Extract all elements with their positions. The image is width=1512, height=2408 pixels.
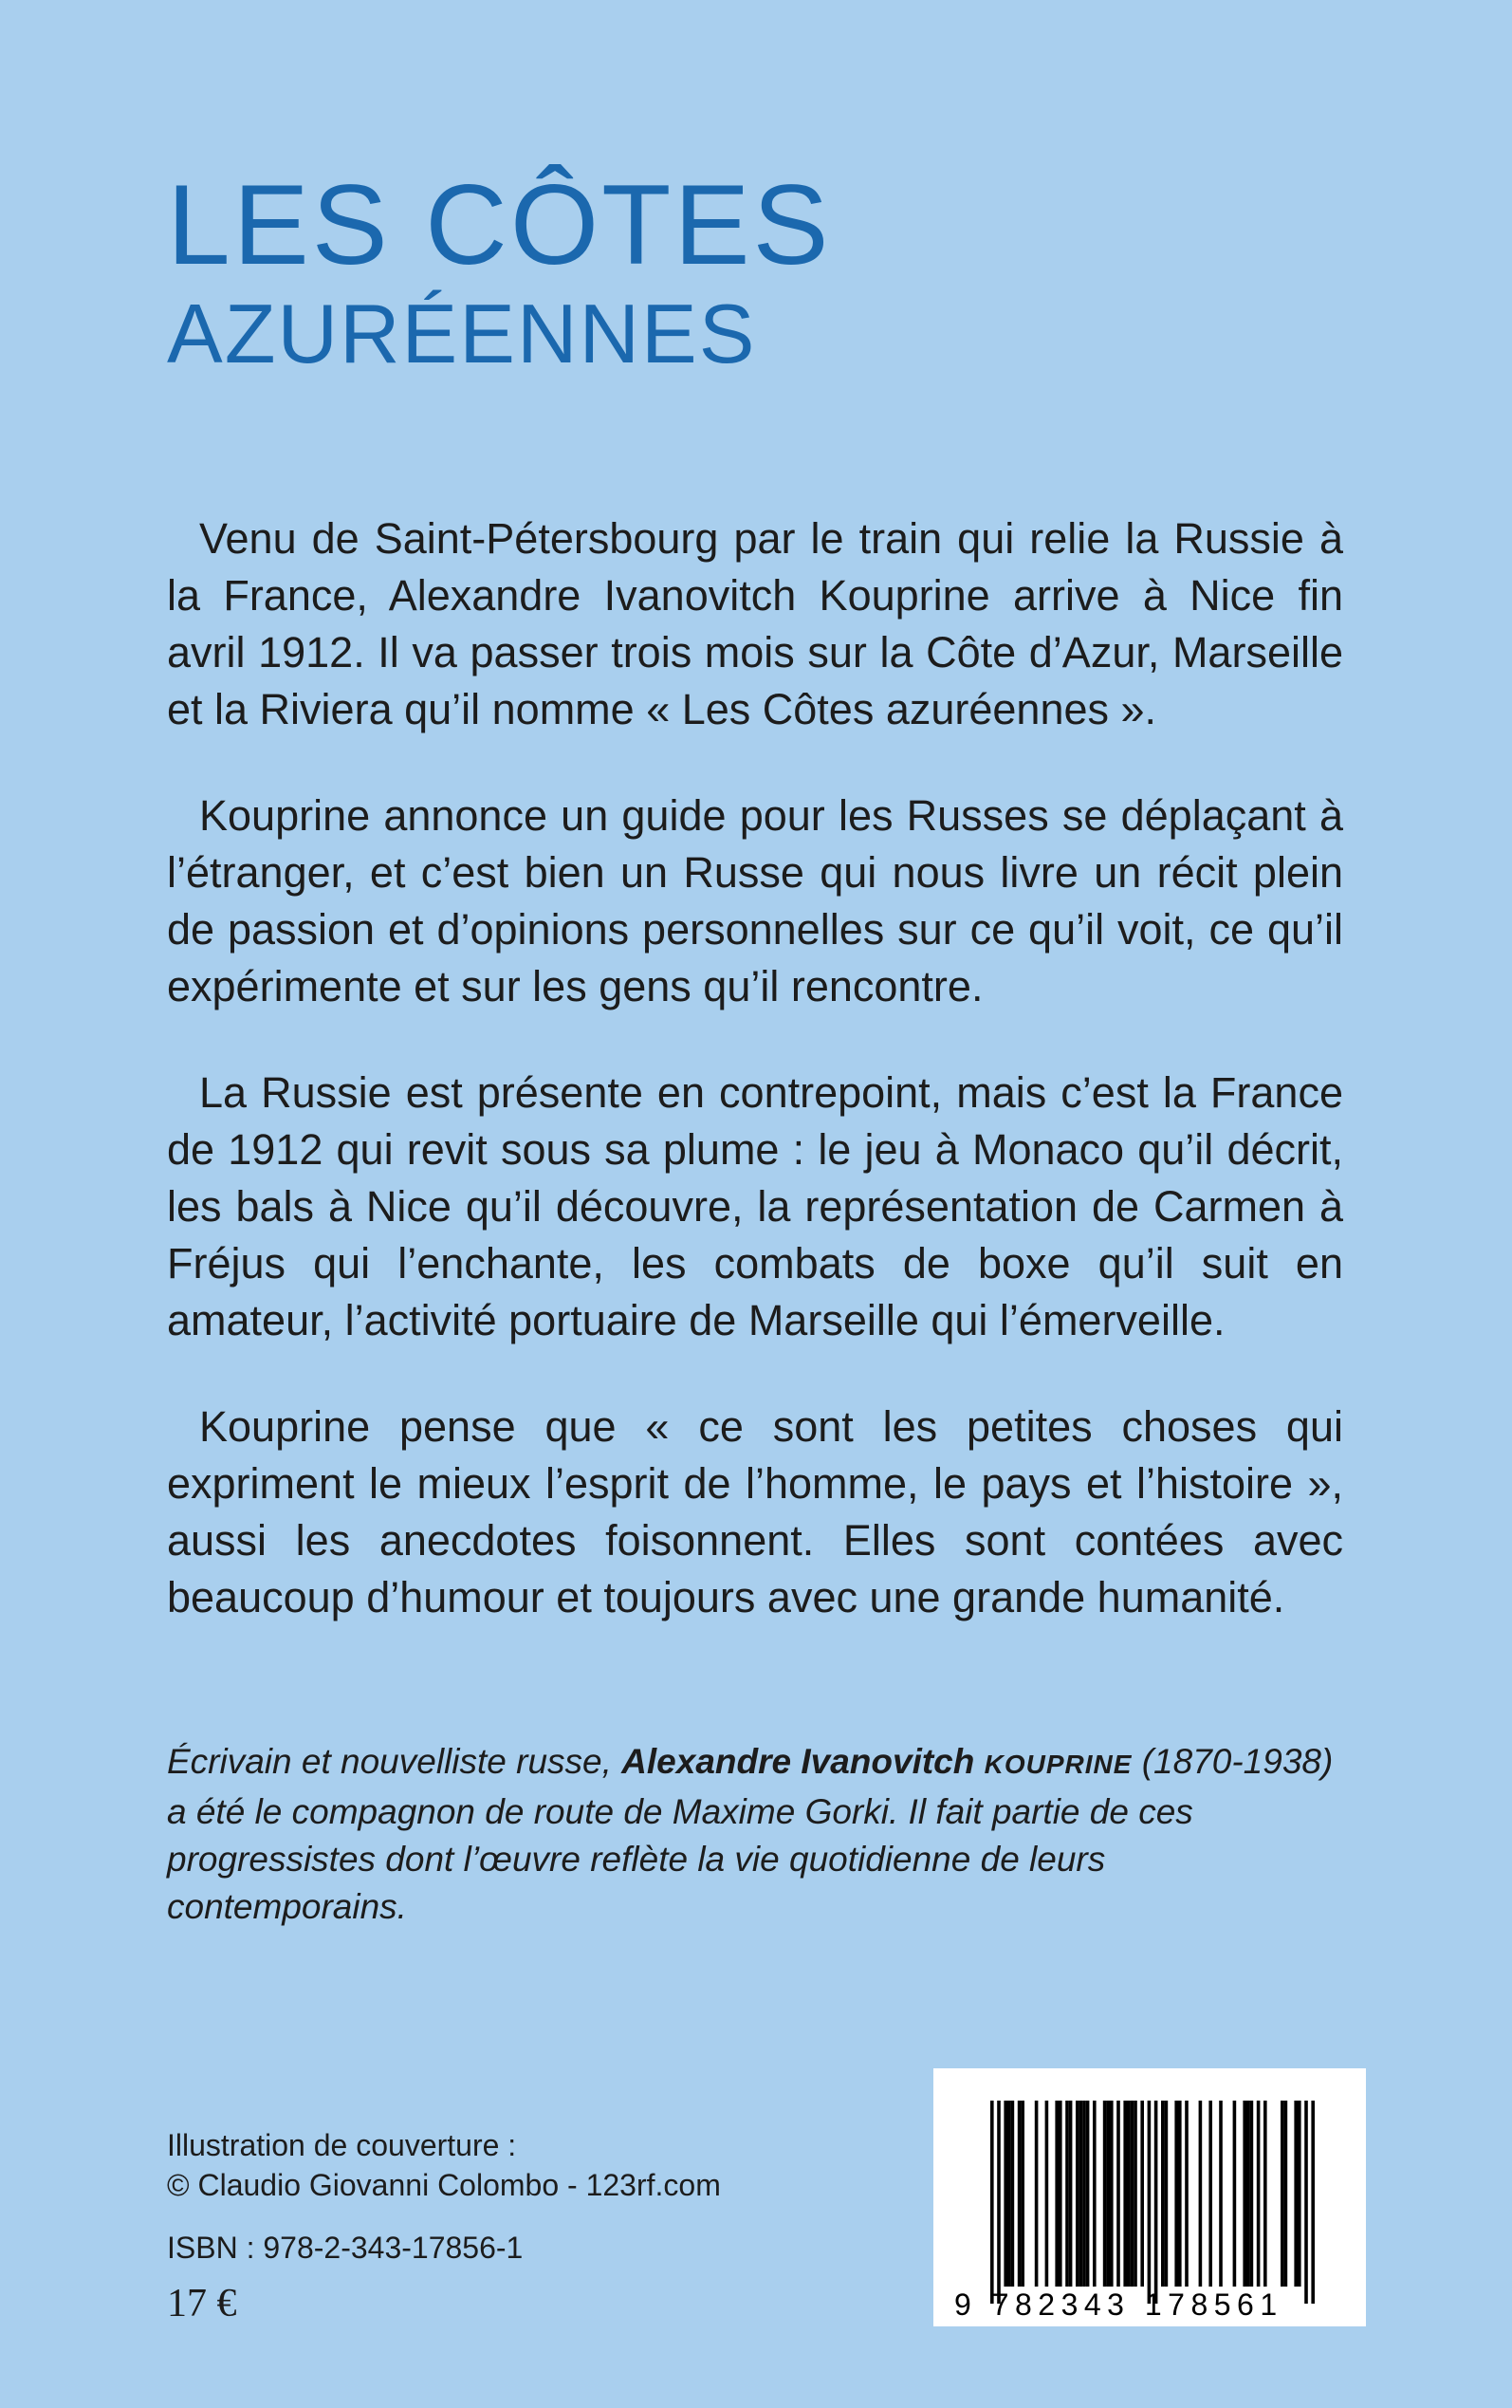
barcode-bar	[1298, 2101, 1301, 2287]
blurb-paragraph: Kouprine pense que « ce sont les petites choses qui expriment le mieux l’esprit de l’homme, le pays et l’histoire », aussi les anecdotes foisonnent. Elles sont contées avec beaucoup d’humour et toujours avec une grande humanité.	[167, 1402, 1343, 1621]
author-name	[621, 1742, 1132, 1781]
barcode-bar	[1219, 2101, 1223, 2287]
barcode-bar	[1284, 2101, 1288, 2287]
title-line-1: LES CÔTES	[167, 161, 832, 288]
barcode-bar	[1106, 2101, 1110, 2287]
barcode-bar	[1086, 2101, 1090, 2287]
barcode-bar	[1093, 2101, 1097, 2287]
barcode-bar	[1174, 2101, 1178, 2287]
barcode-bar	[1018, 2101, 1022, 2287]
author-bio	[167, 1738, 1343, 1931]
barcode-bar	[1140, 2101, 1144, 2287]
barcode-bar	[1116, 2101, 1120, 2287]
barcode-bar	[1021, 2101, 1024, 2287]
barcode	[933, 2068, 1366, 2326]
author-surname: KOUPRINE	[984, 1750, 1133, 1779]
barcode-bar	[1065, 2101, 1069, 2287]
barcode-bar	[1103, 2101, 1107, 2287]
barcode-bar	[1257, 2101, 1261, 2287]
barcode-bar	[1250, 2101, 1254, 2287]
back-cover-blurb	[167, 510, 1343, 1676]
barcode-bar	[1165, 2101, 1169, 2287]
barcode-bar	[1281, 2101, 1284, 2287]
barcode-bar	[1045, 2101, 1049, 2287]
barcode-bar	[1154, 2101, 1158, 2304]
barcode-bar	[1055, 2101, 1059, 2287]
barcode-bar	[1011, 2101, 1015, 2287]
barcode-bar	[997, 2101, 1001, 2304]
barcode-bar	[1263, 2101, 1267, 2287]
barcode-bar	[1069, 2101, 1073, 2287]
blurb-paragraph: Kouprine annonce un guide pour les Russes se déplaçant à l’étranger, et c’est bien un Russe qui nous livre un récit plein de passion et d’opinions personnelles sur ce qu’il voit, ce qu’il expérimente et sur les gens qu’il rencontre.	[167, 791, 1343, 1010]
barcode-bar	[1208, 2101, 1212, 2287]
barcode-bar	[1123, 2101, 1127, 2287]
credits-label: Illustration de couverture :	[167, 2128, 517, 2162]
title-line-2: AZURÉENNES	[167, 287, 757, 380]
barcode-bar	[1007, 2101, 1011, 2287]
price: 17 €	[167, 2282, 237, 2325]
barcode-bar	[1148, 2101, 1152, 2304]
book-title	[167, 163, 832, 381]
barcode-bar	[1246, 2101, 1250, 2287]
barcode-bar	[1304, 2101, 1308, 2304]
barcode-bar	[1311, 2101, 1315, 2304]
credits-value: © Claudio Giovanni Colombo - 123rf.com	[167, 2168, 721, 2202]
isbn: ISBN : 978-2-343-17856-1	[167, 2231, 524, 2265]
barcode-bar	[1185, 2101, 1189, 2287]
barcode-bar	[1131, 2101, 1134, 2287]
blurb-paragraph: Venu de Saint-Pétersbourg par le train qui relie la Russie à la France, Alexandre Ivanovitch Kouprine arrive à Nice fin avril 1912. Il va passer trois mois sur la Côte d’Azur, Marseille et la Riviera qu’il nomme « Les Côtes azuréennes ».	[167, 514, 1343, 733]
barcode-bar	[1079, 2101, 1083, 2287]
barcode-bar	[1178, 2101, 1182, 2287]
barcode-bar	[990, 2101, 994, 2304]
barcode-bar	[1059, 2101, 1062, 2287]
barcode-bar	[1199, 2101, 1203, 2287]
barcode-bar	[1294, 2101, 1298, 2287]
barcode-bar	[1035, 2101, 1039, 2287]
barcode-bar	[1134, 2101, 1137, 2287]
barcode-bar	[1082, 2101, 1086, 2287]
bio-rest: (1870-1938) a été le compagnon de route de Maxime Gorki. Il fait partie de ces progressistes dont l’œuvre reflète la vie quotidienne de leurs contemporains.	[167, 1742, 1334, 1926]
barcode-bar	[1004, 2101, 1007, 2287]
barcode-digits: 9 782343 178561	[954, 2288, 1283, 2322]
blurb-paragraph: La Russie est présente en contrepoint, mais c’est la France de 1912 qui revit sous sa plume : le jeu à Monaco qu’il décrit, les bals à Nice qu’il découvre, la représentation de Carmen à Fréjus qui l’enchante, les combats de boxe qu’il suit en amateur, l’activité portuaire de Marseille qui l’émerveille.	[167, 1068, 1343, 1344]
barcode-bar	[1161, 2101, 1165, 2287]
barcode-bar	[1076, 2101, 1079, 2287]
barcode-bar	[1243, 2101, 1246, 2287]
barcode-bar	[1127, 2101, 1131, 2287]
barcode-bar	[1110, 2101, 1114, 2287]
author-first-names: Alexandre Ivanovitch	[621, 1742, 985, 1781]
bio-prefix: Écrivain et nouvelliste russe,	[167, 1742, 622, 1781]
illustration-credits	[167, 2125, 721, 2205]
barcode-bar	[1233, 2101, 1237, 2287]
